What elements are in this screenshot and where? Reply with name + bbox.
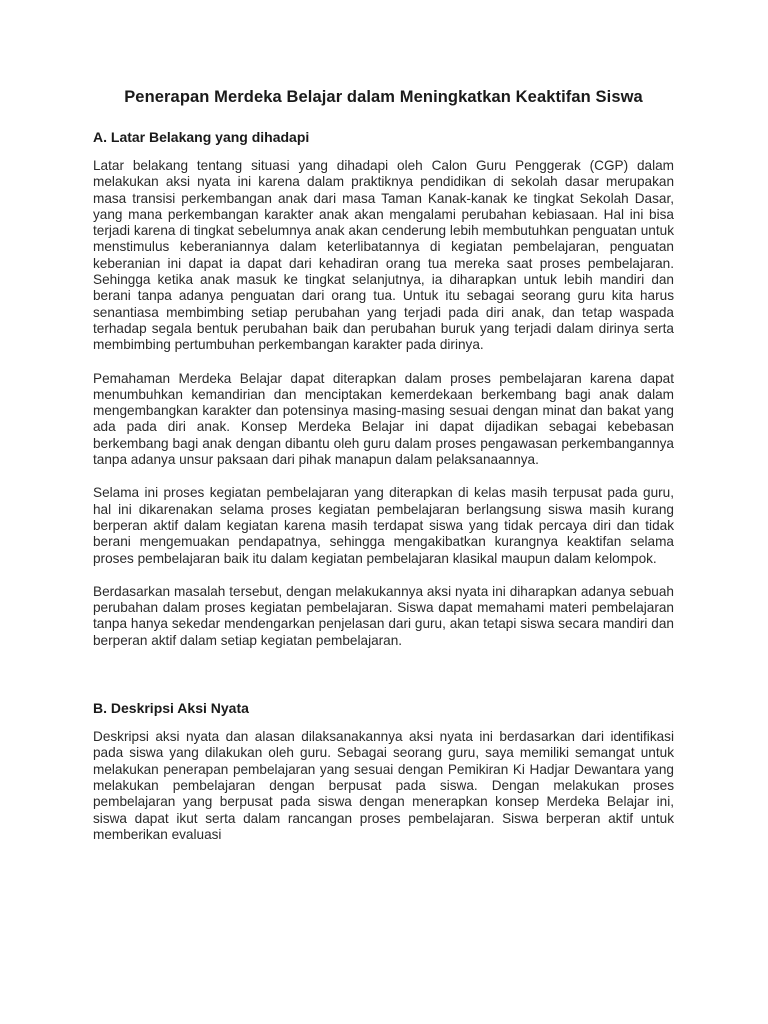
section-a-paragraph-1: Latar belakang tentang situasi yang dihadapi oleh Calon Guru Penggerak (CGP) dalam melakukan aksi nyata ini karena dalam praktiknya pendidikan di sekolah dasar merupakan masa transisi perkembangan anak dari masa Taman Kanak-kanak ke tingkat Sekolah Dasar, yang mana perkembangan karakter anak akan mengalami perubahan kebiasaan. Hal ini bisa terjadi karena di tingkat sebelumnya anak akan cenderung lebih membutuhkan penguatan untuk menstimulus keberaniannya dalam keterlibatannya di kegiatan pembelajaran, penguatan keberanian ini dapat ia dapat dari kehadiran orang tua mereka saat proses pembelajaran. Sehingga ketika anak masuk ke tingkat selanjutnya, ia diharapkan untuk lebih mandiri dan berani tanpa adanya penguatan dari orang tua. Untuk itu sebagai seorang guru kita harus senantiasa membimbing setiap perubahan yang terjadi pada diri anak, dan tetap waspada terhadap segala bentuk perubahan baik dan perubahan buruk yang terjadi dalam dirinya serta membimbing pertumbuhan perkembangan karakter pada dirinya. xyxy=(93,158,674,353)
section-a-paragraph-4: Berdasarkan masalah tersebut, dengan melakukannya aksi nyata ini diharapkan adanya sebuah perubahan dalam proses kegiatan pembelajaran. Siswa dapat memahami materi pembelajaran tanpa hanya sekedar mendengarkan penjelasan dari guru, akan tetapi siswa secara mandiri dan berperan aktif dalam setiap kegiatan pembelajaran. xyxy=(93,583,674,648)
section-b-heading: B. Deskripsi Aksi Nyata xyxy=(93,700,249,717)
document-page xyxy=(93,88,674,860)
section-a-heading: A. Latar Belakang yang dihadapi xyxy=(93,129,310,145)
section-a-paragraph-3: Selama ini proses kegiatan pembelajaran yang diterapkan di kelas masih terpusat pada guru, hal ini dikarenakan selama proses kegiatan pembelajaran berlangsung siswa masih kurang berperan aktif dalam kegiatan karena masih terdapat siswa yang tidak percaya diri dan tidak berani mengemuakan pendapatnya, sehingga mengakibatkan kurangnya keaktifan selama proses pembelajaran baik itu dalam kegiatan pembelajaran klasikal maupun dalam kelompok. xyxy=(93,485,674,566)
section-a-paragraph-2: Pemahaman Merdeka Belajar dapat diterapkan dalam proses pembelajaran karena dapat menumbuhkan kemandirian dan menciptakan kemerdekaan berkembang bagi anak dalam mengembangkan karakter dan potensinya masing-masing sesuai dengan minat dan bakat yang ada pada diri anak. Konsep Merdeka Belajar ini dapat dijadikan sebagai kebebasan berkembang bagi anak dengan dibantu oleh guru dalam proses pengawasan perkembangannya tanpa adanya unsur paksaan dari pihak manapun dalam pelaksanaannya. xyxy=(93,370,674,468)
section-b-paragraph-1: Deskripsi aksi nyata dan alasan dilaksanakannya aksi nyata ini berdasarkan dari identifikasi pada siswa yang dilakukan oleh guru. Sebagai seorang guru, saya memiliki semangat untuk melakukan penerapan pembelajaran yang sesuai dengan Pemikiran Ki Hadjar Dewantara yang melakukan pembelajaran dengan berpusat pada siswa. Dengan melakukan proses pembelajaran yang berpusat pada siswa dengan menerapkan konsep Merdeka Belajar ini, siswa dapat ikut serta dalam rancangan proses pembelajaran. Siswa berperan aktif untuk memberikan evaluasi xyxy=(93,729,674,842)
document-title: Penerapan Merdeka Belajar dalam Meningkatkan Keaktifan Siswa xyxy=(124,88,643,106)
section-spacer xyxy=(93,666,674,700)
